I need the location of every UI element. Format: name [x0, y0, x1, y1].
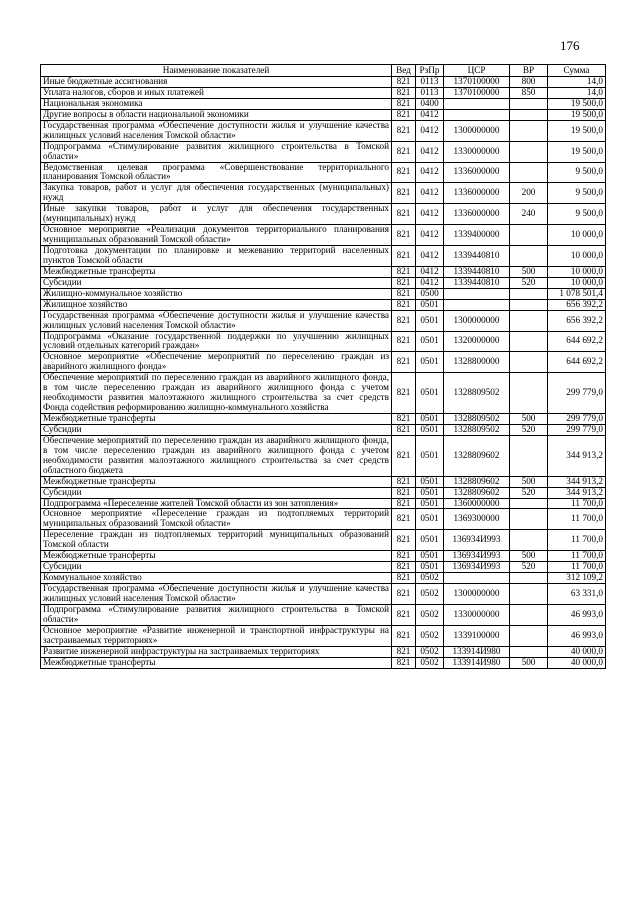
cell-name: Другие вопросы в области национальной экономики [41, 109, 392, 120]
cell-ved: 821 [392, 498, 416, 509]
cell-csr: 1370100000 [444, 77, 510, 88]
cell-csr: 1339440810 [444, 277, 510, 288]
cell-csr: 1370100000 [444, 87, 510, 98]
cell-rzpr: 0501 [416, 530, 444, 551]
cell-rzpr: 0412 [416, 204, 444, 225]
cell-sum: 11 700,0 [548, 562, 606, 573]
header-name: Наименование показателей [41, 65, 392, 77]
cell-ved: 821 [392, 373, 416, 414]
cell-rzpr: 0502 [416, 625, 444, 646]
cell-sum: 299 779,0 [548, 424, 606, 435]
cell-rzpr: 0502 [416, 604, 444, 625]
table-row [41, 141, 606, 162]
cell-ved: 821 [392, 331, 416, 352]
cell-rzpr: 0501 [416, 487, 444, 498]
cell-vr: 500 [510, 266, 548, 277]
table-row [41, 657, 606, 668]
cell-sum: 63 331,0 [548, 584, 606, 605]
cell-vr: 800 [510, 77, 548, 88]
cell-name: Субсидии [41, 562, 392, 573]
page-number: 176 [560, 38, 580, 53]
cell-vr [510, 352, 548, 373]
cell-ved: 821 [392, 625, 416, 646]
table-row [41, 246, 606, 267]
cell-sum: 656 392,2 [548, 310, 606, 331]
cell-csr: 133914И980 [444, 646, 510, 657]
cell-sum: 11 700,0 [548, 530, 606, 551]
table-row [41, 299, 606, 310]
cell-rzpr: 0502 [416, 584, 444, 605]
cell-vr: 520 [510, 562, 548, 573]
cell-rzpr: 0113 [416, 87, 444, 98]
cell-name: Основное мероприятие «Реализация документов территориального планирования муниципальных образований Томской области» [41, 225, 392, 246]
cell-name: Государственная программа «Обеспечение доступности жилья и улучшение качества жилищных условий населения Томской области» [41, 584, 392, 605]
cell-sum: 644 692,2 [548, 352, 606, 373]
cell-vr: 520 [510, 424, 548, 435]
cell-rzpr: 0502 [416, 646, 444, 657]
cell-ved: 821 [392, 141, 416, 162]
cell-ved: 821 [392, 487, 416, 498]
cell-rzpr: 0501 [416, 299, 444, 310]
table-row [41, 310, 606, 331]
cell-name: Основное мероприятие «Развитие инженерной и транспортной инфраструктуры на застраиваемых территориях» [41, 625, 392, 646]
cell-name: Межбюджетные трансферты [41, 551, 392, 562]
cell-name: Основное мероприятие «Переселение граждан из подтопляемых территорий муниципальных образований Томской области» [41, 509, 392, 530]
cell-sum: 344 913,2 [548, 487, 606, 498]
cell-rzpr: 0501 [416, 509, 444, 530]
cell-vr: 500 [510, 657, 548, 668]
table-row [41, 573, 606, 584]
cell-sum: 11 700,0 [548, 509, 606, 530]
table-row [41, 109, 606, 120]
cell-csr: 1328800000 [444, 352, 510, 373]
cell-name: Межбюджетные трансферты [41, 414, 392, 425]
cell-name: Иные бюджетные ассигнования [41, 77, 392, 88]
cell-sum: 11 700,0 [548, 498, 606, 509]
cell-rzpr: 0501 [416, 352, 444, 373]
header-ved: Вед [392, 65, 416, 77]
cell-name: Субсидии [41, 277, 392, 288]
cell-sum: 1 078 501,4 [548, 288, 606, 299]
cell-vr: 850 [510, 87, 548, 98]
cell-csr: 133914И980 [444, 657, 510, 668]
cell-name: Развитие инженерной инфраструктуры на застраиваемых территориях [41, 646, 392, 657]
cell-vr [510, 625, 548, 646]
cell-rzpr: 0500 [416, 288, 444, 299]
header-vr: ВР [510, 65, 548, 77]
cell-sum: 19 500,0 [548, 141, 606, 162]
table-row [41, 225, 606, 246]
cell-ved: 821 [392, 562, 416, 573]
cell-sum: 46 993,0 [548, 625, 606, 646]
cell-rzpr: 0502 [416, 657, 444, 668]
cell-rzpr: 0501 [416, 310, 444, 331]
cell-vr: 520 [510, 487, 548, 498]
cell-sum: 11 700,0 [548, 551, 606, 562]
cell-rzpr: 0501 [416, 331, 444, 352]
cell-vr [510, 573, 548, 584]
table-row [41, 584, 606, 605]
cell-name: Подготовка документации по планировке и межеванию территорий населенных пунктов Томской области [41, 246, 392, 267]
cell-csr: 1360000000 [444, 498, 510, 509]
cell-ved: 821 [392, 573, 416, 584]
cell-csr: 1336000000 [444, 204, 510, 225]
cell-ved: 821 [392, 225, 416, 246]
table-row [41, 414, 606, 425]
table-row [41, 646, 606, 657]
cell-rzpr: 0412 [416, 266, 444, 277]
cell-csr: 1300000000 [444, 310, 510, 331]
cell-name: Государственная программа «Обеспечение доступности жилья и улучшение качества жилищных условий населения Томской области» [41, 310, 392, 331]
cell-rzpr: 0412 [416, 162, 444, 183]
cell-rzpr: 0501 [416, 562, 444, 573]
cell-vr [510, 299, 548, 310]
cell-csr [444, 98, 510, 109]
cell-name: Государственная программа «Обеспечение доступности жилья и улучшение качества жилищных условий населения Томской области» [41, 120, 392, 141]
cell-name: Подпрограмма «Стимулирование развития жилищного строительства в Томской области» [41, 604, 392, 625]
cell-ved: 821 [392, 288, 416, 299]
cell-vr [510, 310, 548, 331]
cell-vr: 200 [510, 183, 548, 204]
cell-ved: 821 [392, 266, 416, 277]
cell-rzpr: 0502 [416, 573, 444, 584]
cell-sum: 40 000,0 [548, 657, 606, 668]
table-row [41, 424, 606, 435]
cell-ved: 821 [392, 509, 416, 530]
cell-ved: 821 [392, 204, 416, 225]
cell-sum: 14,0 [548, 87, 606, 98]
cell-vr [510, 98, 548, 109]
table-row [41, 352, 606, 373]
cell-sum: 10 000,0 [548, 266, 606, 277]
cell-sum: 656 392,2 [548, 299, 606, 310]
cell-sum: 14,0 [548, 77, 606, 88]
cell-ved: 821 [392, 657, 416, 668]
cell-rzpr: 0501 [416, 551, 444, 562]
cell-ved: 821 [392, 551, 416, 562]
cell-vr: 500 [510, 551, 548, 562]
cell-name: Обеспечение мероприятий по переселению граждан из аварийного жилищного фонда, в том числе переселению граждан из аварийного жилищного фонда с учетом необходимости развития малоэтажного жилищного строительства за счет средств областного бюджета [41, 435, 392, 476]
table-header-row [41, 65, 606, 77]
cell-vr [510, 498, 548, 509]
cell-sum: 344 913,2 [548, 476, 606, 487]
cell-ved: 821 [392, 299, 416, 310]
cell-sum: 19 500,0 [548, 109, 606, 120]
cell-ved: 821 [392, 246, 416, 267]
cell-name: Обеспечение мероприятий по переселению граждан из аварийного жилищного фонда, в том числе переселению граждан из аварийного жилищного фонда с учетом необходимости развития малоэтажного жилищного строительства за счет средств Фонда содействия реформированию жилищно-коммунального хозяйства [41, 373, 392, 414]
cell-vr [510, 530, 548, 551]
cell-vr: 500 [510, 414, 548, 425]
cell-csr: 1328809502 [444, 373, 510, 414]
table-row [41, 498, 606, 509]
table-row [41, 625, 606, 646]
cell-csr: 1328809602 [444, 487, 510, 498]
cell-rzpr: 0501 [416, 435, 444, 476]
cell-csr: 1339440810 [444, 266, 510, 277]
cell-ved: 821 [392, 162, 416, 183]
cell-csr: 1330000000 [444, 604, 510, 625]
cell-csr: 136934И993 [444, 551, 510, 562]
cell-ved: 821 [392, 352, 416, 373]
cell-sum: 10 000,0 [548, 277, 606, 288]
table-body [41, 77, 606, 669]
cell-rzpr: 0501 [416, 373, 444, 414]
cell-sum: 644 692,2 [548, 331, 606, 352]
cell-ved: 821 [392, 604, 416, 625]
cell-vr [510, 225, 548, 246]
cell-ved: 821 [392, 109, 416, 120]
cell-vr: 520 [510, 277, 548, 288]
cell-ved: 821 [392, 424, 416, 435]
table-row [41, 120, 606, 141]
cell-name: Межбюджетные трансферты [41, 476, 392, 487]
cell-sum: 312 109,2 [548, 573, 606, 584]
table-row [41, 487, 606, 498]
cell-csr [444, 299, 510, 310]
table-row [41, 509, 606, 530]
cell-vr [510, 646, 548, 657]
header-csr: ЦСР [444, 65, 510, 77]
cell-vr [510, 109, 548, 120]
cell-csr: 1369300000 [444, 509, 510, 530]
cell-sum: 10 000,0 [548, 246, 606, 267]
table-row [41, 562, 606, 573]
cell-vr [510, 246, 548, 267]
cell-sum: 40 000,0 [548, 646, 606, 657]
cell-sum: 9 500,0 [548, 183, 606, 204]
cell-ved: 821 [392, 476, 416, 487]
cell-rzpr: 0412 [416, 225, 444, 246]
cell-csr: 1339100000 [444, 625, 510, 646]
cell-vr [510, 120, 548, 141]
cell-vr [510, 141, 548, 162]
cell-csr: 1328809502 [444, 414, 510, 425]
cell-name: Подпрограмма «Переселение жителей Томской области из зон затопления» [41, 498, 392, 509]
cell-name: Жилищно-коммунальное хозяйство [41, 288, 392, 299]
table-row [41, 277, 606, 288]
table-row [41, 331, 606, 352]
cell-rzpr: 0113 [416, 77, 444, 88]
cell-sum: 19 500,0 [548, 120, 606, 141]
cell-ved: 821 [392, 98, 416, 109]
budget-table [40, 64, 606, 669]
cell-rzpr: 0412 [416, 120, 444, 141]
cell-name: Ведомственная целевая программа «Совершенствование территориального планирования Томской области» [41, 162, 392, 183]
cell-ved: 821 [392, 414, 416, 425]
cell-name: Подпрограмма «Оказание государственной поддержки по улучшению жилищных условий отдельных категорий граждан» [41, 331, 392, 352]
cell-csr: 1336000000 [444, 162, 510, 183]
cell-sum: 299 779,0 [548, 373, 606, 414]
cell-csr: 1339400000 [444, 225, 510, 246]
cell-vr [510, 435, 548, 476]
cell-rzpr: 0501 [416, 498, 444, 509]
table-row [41, 204, 606, 225]
cell-csr [444, 109, 510, 120]
cell-name: Уплата налогов, сборов и иных платежей [41, 87, 392, 98]
cell-vr [510, 509, 548, 530]
cell-sum: 344 913,2 [548, 435, 606, 476]
cell-ved: 821 [392, 646, 416, 657]
cell-sum: 10 000,0 [548, 225, 606, 246]
cell-name: Переселение граждан из подтопляемых территорий муниципальных образований Томской области [41, 530, 392, 551]
cell-name: Межбюджетные трансферты [41, 266, 392, 277]
cell-ved: 821 [392, 87, 416, 98]
cell-name: Жилищное хозяйство [41, 299, 392, 310]
cell-name: Иные закупки товаров, работ и услуг для обеспечения государственных (муниципальных) нужд [41, 204, 392, 225]
cell-vr: 240 [510, 204, 548, 225]
header-rzpr: РзПр [416, 65, 444, 77]
cell-rzpr: 0501 [416, 424, 444, 435]
cell-name: Субсидии [41, 424, 392, 435]
cell-csr [444, 573, 510, 584]
cell-vr: 500 [510, 476, 548, 487]
cell-csr: 1328809502 [444, 424, 510, 435]
cell-csr: 136934И993 [444, 562, 510, 573]
cell-csr: 1300000000 [444, 584, 510, 605]
table-row [41, 604, 606, 625]
cell-vr [510, 373, 548, 414]
cell-name: Субсидии [41, 487, 392, 498]
cell-csr: 1339440810 [444, 246, 510, 267]
cell-vr [510, 288, 548, 299]
table-row [41, 87, 606, 98]
cell-sum: 9 500,0 [548, 162, 606, 183]
header-sum: Сумма [548, 65, 606, 77]
cell-csr: 136934И993 [444, 530, 510, 551]
table-row [41, 183, 606, 204]
cell-name: Подпрограмма «Стимулирование развития жилищного строительства в Томской области» [41, 141, 392, 162]
table-row [41, 530, 606, 551]
cell-vr [510, 331, 548, 352]
cell-name: Основное мероприятие «Обеспечение мероприятий по переселению граждан из аварийного жилищного фонда» [41, 352, 392, 373]
cell-sum: 9 500,0 [548, 204, 606, 225]
cell-ved: 821 [392, 310, 416, 331]
cell-name: Коммунальное хозяйство [41, 573, 392, 584]
cell-csr: 1328809602 [444, 476, 510, 487]
cell-csr [444, 288, 510, 299]
table-row [41, 77, 606, 88]
cell-name: Закупка товаров, работ и услуг для обеспечения государственных (муниципальных) нужд [41, 183, 392, 204]
cell-csr: 1300000000 [444, 120, 510, 141]
table-row [41, 98, 606, 109]
table-row [41, 288, 606, 299]
cell-rzpr: 0501 [416, 414, 444, 425]
cell-rzpr: 0412 [416, 277, 444, 288]
cell-ved: 821 [392, 530, 416, 551]
cell-rzpr: 0412 [416, 183, 444, 204]
cell-ved: 821 [392, 435, 416, 476]
cell-ved: 821 [392, 277, 416, 288]
cell-name: Межбюджетные трансферты [41, 657, 392, 668]
table-row [41, 266, 606, 277]
cell-vr [510, 604, 548, 625]
cell-csr: 1328809602 [444, 435, 510, 476]
cell-rzpr: 0501 [416, 476, 444, 487]
cell-rzpr: 0400 [416, 98, 444, 109]
cell-ved: 821 [392, 77, 416, 88]
table-row [41, 551, 606, 562]
cell-sum: 19 500,0 [548, 98, 606, 109]
cell-rzpr: 0412 [416, 141, 444, 162]
table-row [41, 373, 606, 414]
table-row [41, 435, 606, 476]
cell-vr [510, 162, 548, 183]
cell-sum: 46 993,0 [548, 604, 606, 625]
cell-rzpr: 0412 [416, 109, 444, 120]
cell-ved: 821 [392, 183, 416, 204]
cell-vr [510, 584, 548, 605]
cell-name: Национальная экономика [41, 98, 392, 109]
table-row [41, 476, 606, 487]
cell-ved: 821 [392, 584, 416, 605]
cell-ved: 821 [392, 120, 416, 141]
cell-rzpr: 0412 [416, 246, 444, 267]
cell-csr: 1320000000 [444, 331, 510, 352]
cell-csr: 1336000000 [444, 183, 510, 204]
table-row [41, 162, 606, 183]
cell-csr: 1330000000 [444, 141, 510, 162]
cell-sum: 299 779,0 [548, 414, 606, 425]
